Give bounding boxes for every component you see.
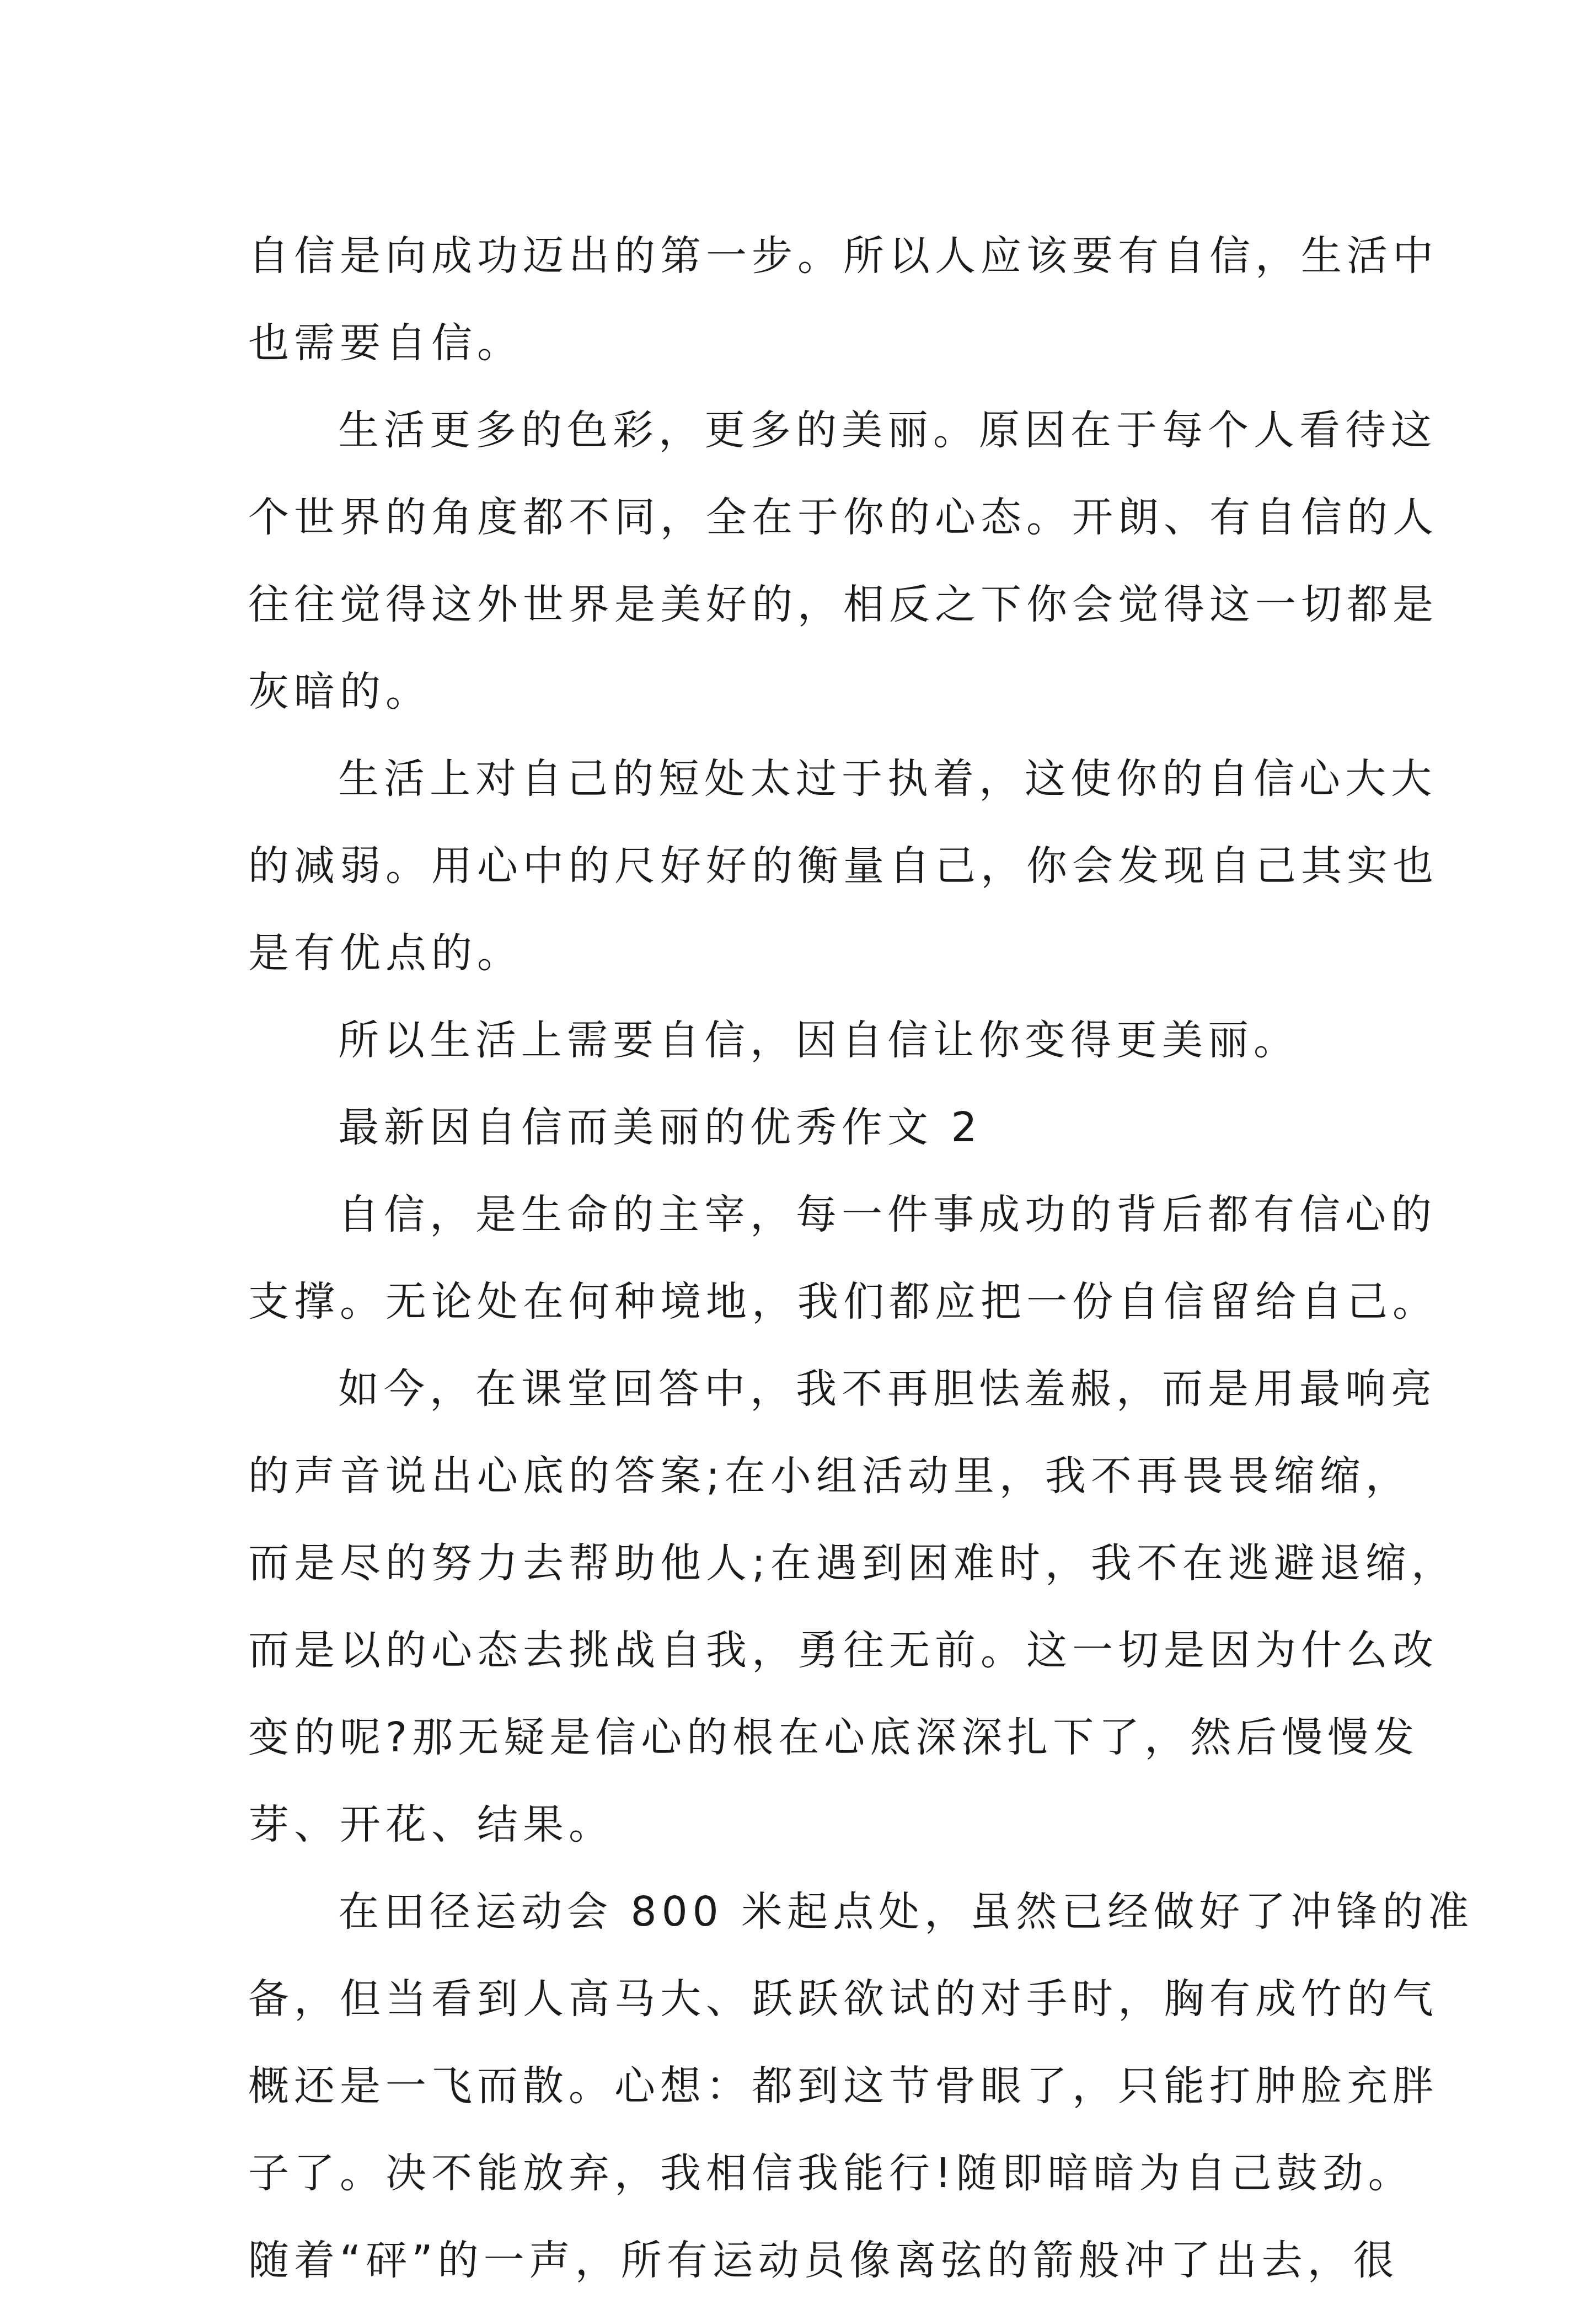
text-line: 个世界的角度都不同，全在于你的心态。开朗、有自信的人 <box>248 494 1438 541</box>
text-line: 而是尽的努力去帮助他人;在遇到困难时，我不在逃避退缩， <box>248 1539 1457 1587</box>
text-line: 的减弱。用心中的尺好好的衡量自己，你会发现自己其实也 <box>248 842 1438 890</box>
text-line: 子了。决不能放弃，我相信我能行!随即暗暗为自己鼓劲。 <box>248 2150 1414 2197</box>
text-line: 往往觉得这外世界是美好的，相反之下你会觉得这一切都是 <box>248 581 1438 628</box>
text-line: 灰暗的。 <box>248 668 431 715</box>
text-line: 备，但当看到人高马大、跃跃欲试的对手时，胸有成竹的气 <box>248 1975 1438 2023</box>
text-line: 是有优点的。 <box>248 929 523 977</box>
text-line: 支撑。无论处在何种境地，我们都应把一份自信留给自己。 <box>248 1278 1438 1325</box>
paragraph-first-line: 生活上对自己的短处太过于执着，这使你的自信心大大 <box>338 755 1437 803</box>
paragraph-first-line: 如今，在课堂回答中，我不再胆怯羞赧，而是用最响亮 <box>338 1365 1437 1413</box>
paragraph-first-line: 自信，是生命的主宰，每一件事成功的背后都有信心的 <box>338 1191 1437 1238</box>
text-line: 随着“砰”的一声，所有运动员像离弦的箭般冲了出去，很 <box>248 2237 1399 2284</box>
text-line: 也需要自信。 <box>248 319 523 367</box>
text-line: 的声音说出心底的答案;在小组活动里，我不再畏畏缩缩， <box>248 1452 1411 1500</box>
paragraph-first-line: 所以生活上需要自信，因自信让你变得更美丽。 <box>338 1017 1299 1064</box>
document-body <box>248 212 1474 2304</box>
text-line: 概还是一飞而散。心想：都到这节骨眼了，只能打肿脸充胖 <box>248 2062 1438 2110</box>
text-line: 变的呢?那无疑是信心的根在心底深深扎下了，然后慢慢发 <box>248 1714 1420 1761</box>
paragraph-first-line: 生活更多的色彩，更多的美丽。原因在于每个人看待这 <box>338 407 1437 454</box>
essay-heading: 最新因自信而美丽的优秀作文 2 <box>338 1104 982 1151</box>
paragraph-first-line: 在田径运动会 800 米起点处，虽然已经做好了冲锋的准 <box>338 1888 1474 1936</box>
text-line: 自信是向成功迈出的第一步。所以人应该要有自信，生活中 <box>248 232 1438 280</box>
text-line: 芽、开花、结果。 <box>248 1801 614 1848</box>
text-line: 而是以的心态去挑战自我，勇往无前。这一切是因为什么改 <box>248 1627 1438 1674</box>
